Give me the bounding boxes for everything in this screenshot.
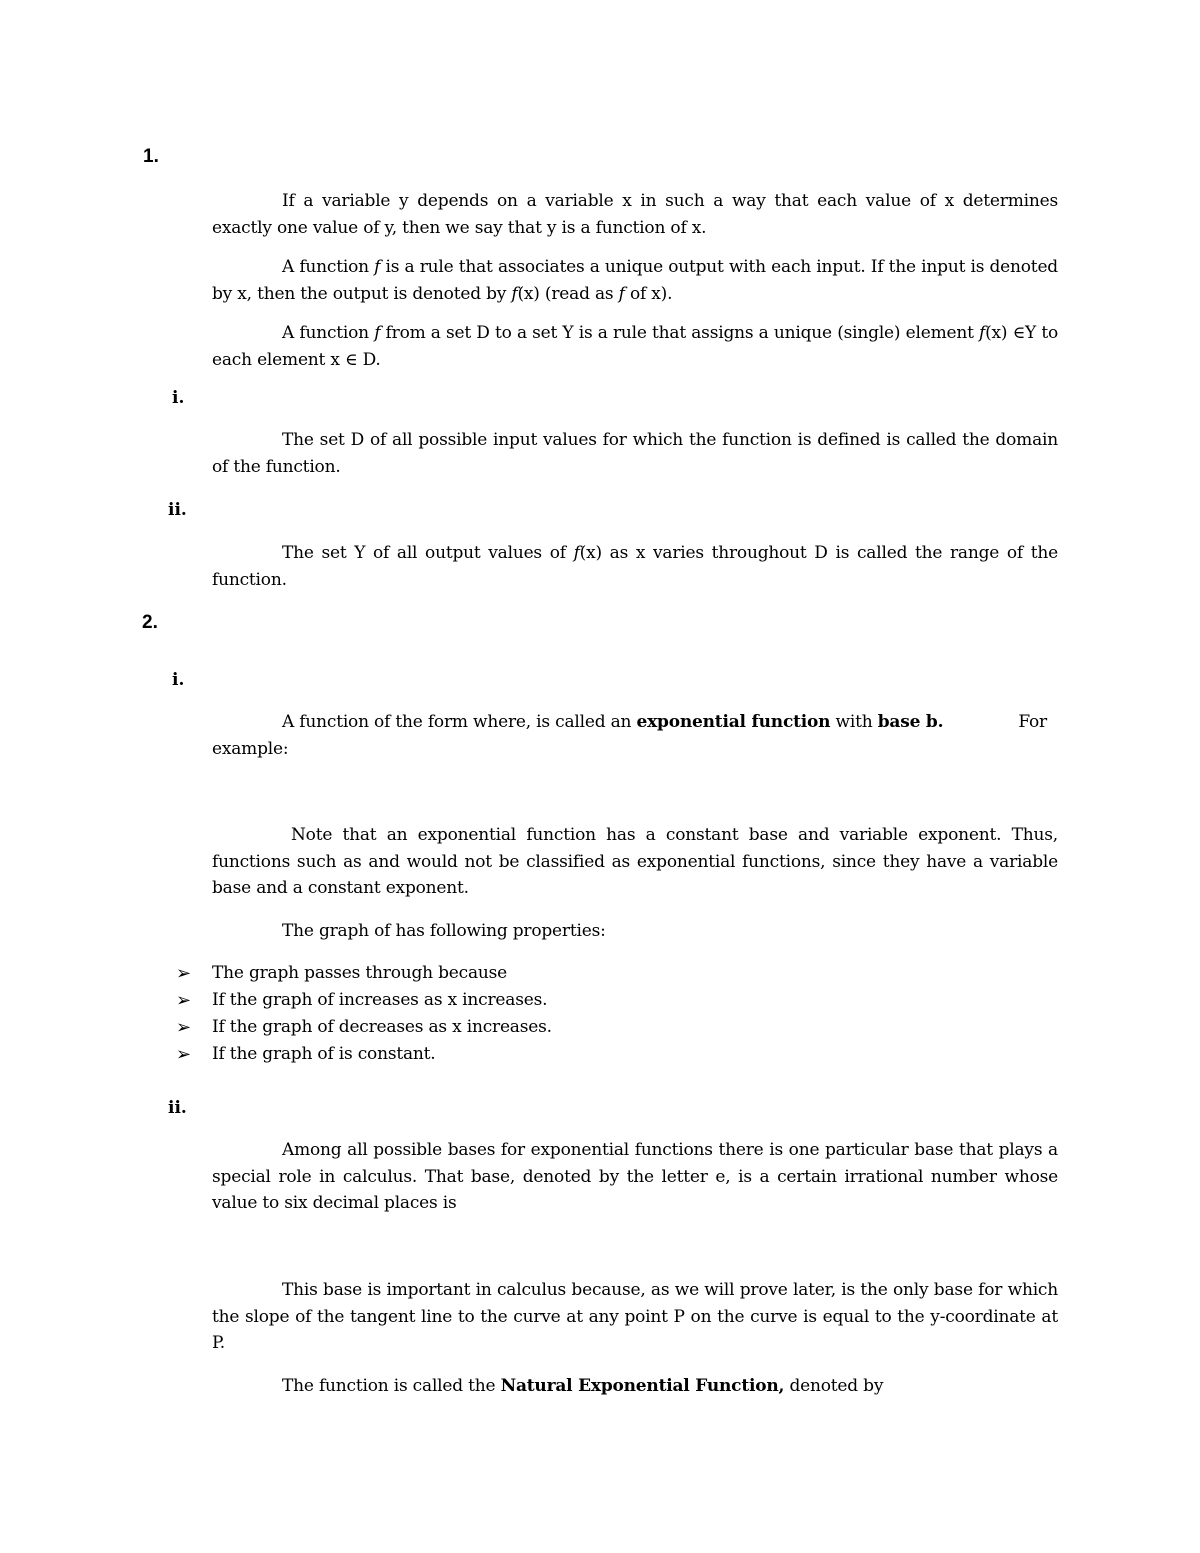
section-number-2: 2. [142, 612, 158, 633]
arrowhead-bullet-icon: ➢ [176, 990, 191, 1011]
list-item: ➢ If the graph of increases as x increases. [176, 987, 552, 1014]
natural-exponential-function-paragraph: The function is called the Natural Exponential Function, denoted by [282, 1376, 884, 1396]
natural-base-importance-paragraph: This base is important in calculus because, as we will prove later, is the only base for which the slope of the tangent line to the curve at any point P on the curve is equal to the y-coordinate at P. [212, 1280, 1058, 1353]
graph-properties-intro: The graph of has following properties: [282, 921, 606, 941]
function-set-paragraph: A function f from a set D to a set Y is a rule that assigns a unique (single) element f(x) ∈Y to each element x ∈ D. [212, 323, 1058, 370]
list-item: ➢ If the graph of decreases as x increases. [176, 1014, 552, 1041]
arrowhead-bullet-icon: ➢ [176, 1017, 191, 1038]
graph-properties-list [176, 960, 552, 1068]
natural-base-paragraph: Among all possible bases for exponential functions there is one particular base that plays a special role in calculus. That base, denoted by the letter e, is a certain irrational number whose value to six decimal places is [212, 1140, 1058, 1213]
arrowhead-bullet-icon: ➢ [176, 963, 191, 984]
range-paragraph: The set Y of all output values of f(x) as x varies throughout D is called the range of the function. [212, 543, 1058, 590]
list-item: ➢ If the graph of is constant. [176, 1041, 552, 1068]
exponential-note-paragraph: Note that an exponential function has a constant base and variable exponent. Thus, functions such as and would not be classified as exponential functions, since they have a variable base and a constant exponent. [212, 825, 1058, 898]
exponential-definition-paragraph: A function of the form where, is called an exponential function with base b. For example: [212, 712, 1047, 759]
subsection-label-2-ii: ii. [168, 1098, 187, 1118]
subsection-label-2-i: i. [172, 670, 185, 690]
subsection-label-1-ii: ii. [168, 500, 187, 520]
subsection-label-1-i: i. [172, 388, 185, 408]
section-number-1: 1. [143, 146, 159, 167]
domain-paragraph: The set D of all possible input values for which the function is defined is called the domain of the function. [212, 430, 1058, 477]
function-rule-paragraph: A function f is a rule that associates a unique output with each input. If the input is denoted by x, then the output is denoted by f(x) (read as f of x). [212, 257, 1058, 304]
function-definition-paragraph: If a variable y depends on a variable x in such a way that each value of x determines exactly one value of y, then we say that y is a function of x. [212, 191, 1058, 238]
arrowhead-bullet-icon: ➢ [176, 1044, 191, 1065]
list-item: ➢ The graph passes through because [176, 960, 552, 987]
